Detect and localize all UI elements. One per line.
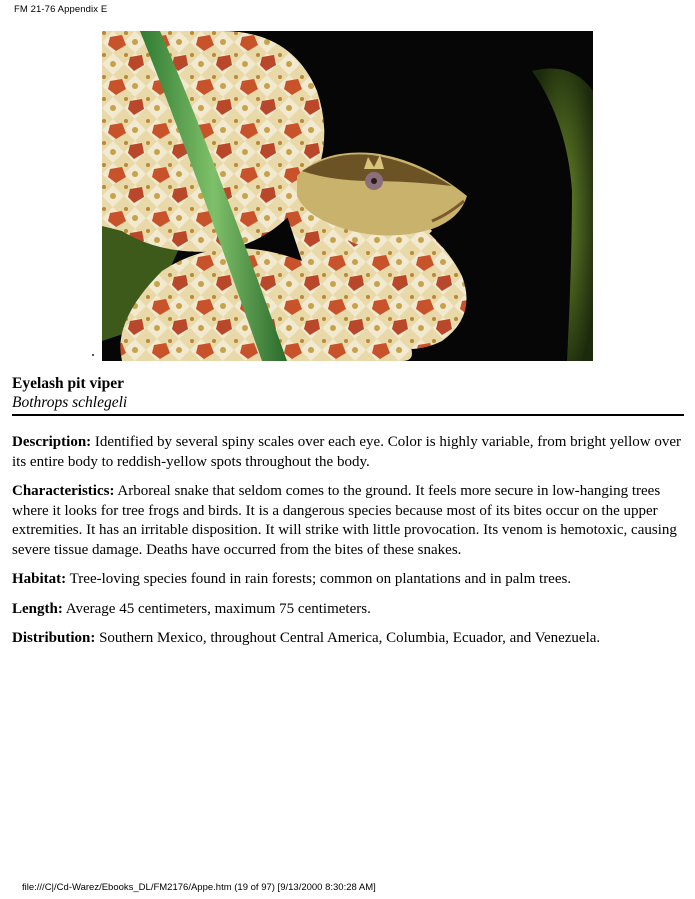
description-paragraph bbox=[12, 433, 684, 472]
section-divider bbox=[12, 414, 684, 416]
stray-mark bbox=[92, 354, 94, 356]
characteristics-paragraph bbox=[12, 482, 684, 560]
page-footer: file:///C|/Cd-Warez/Ebooks_DL/FM2176/Appe.htm (19 of 97) [9/13/2000 8:30:28 AM] bbox=[22, 882, 376, 893]
snake-photo-illustration bbox=[102, 31, 593, 361]
species-common-name: Eyelash pit viper bbox=[12, 375, 124, 392]
page-header: FM 21-76 Appendix E bbox=[14, 4, 108, 15]
length-text: Average 45 centimeters, maximum 75 centimeters. bbox=[65, 600, 371, 617]
description-text: Identified by several spiny scales over each eye. Color is highly variable, from bright yellow over its entire body to reddish-yellow spots throughout the body. bbox=[12, 434, 681, 470]
habitat-paragraph bbox=[12, 570, 684, 590]
length-label: Length: bbox=[12, 600, 63, 617]
species-scientific-name: Bothrops schlegeli bbox=[12, 394, 128, 411]
characteristics-text: Arboreal snake that seldom comes to the ground. It feels more secure in low-hanging trees where it looks for tree frogs and birds. It is a dangerous species because most of its bites occur on the upper extremities. It has an irritable disposition. It will strike with little provocation. Its venom is hemotoxic, causing severe tissue damage. Deaths have occurred from the bites of these snakes. bbox=[12, 483, 677, 558]
habitat-text: Tree-loving species found in rain forests; common on plantations and in palm trees. bbox=[69, 571, 572, 587]
distribution-label: Distribution: bbox=[12, 630, 96, 646]
snake-photo bbox=[102, 31, 593, 361]
length-paragraph bbox=[12, 600, 684, 620]
habitat-label: Habitat: bbox=[12, 571, 67, 587]
distribution-text: Southern Mexico, throughout Central America, Columbia, Ecuador, and Venezuela. bbox=[99, 630, 601, 646]
characteristics-label: Characteristics: bbox=[12, 483, 115, 499]
distribution-paragraph bbox=[12, 629, 684, 649]
description-label: Description: bbox=[12, 434, 92, 450]
species-caption bbox=[12, 374, 127, 412]
species-details bbox=[12, 433, 684, 659]
